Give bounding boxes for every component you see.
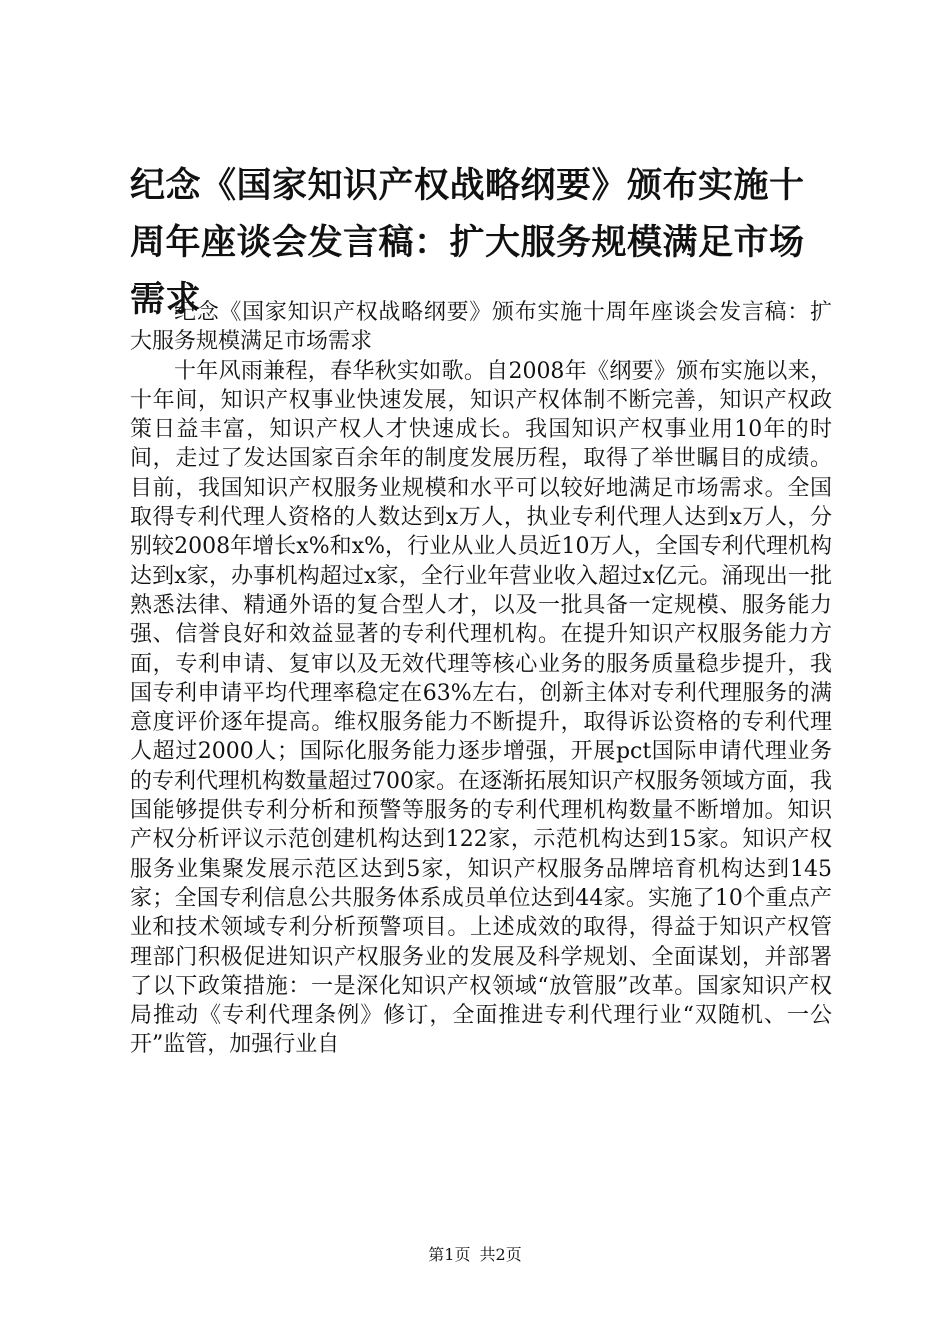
page-footer — [0, 1242, 950, 1265]
document-title: 纪念《国家知识产权战略纲要》颁布实施十周年座谈会发言稿：扩大服务规模满足市场需求 — [130, 166, 805, 320]
body-paragraph: 十年风雨兼程，春华秋实如歌。自2008年《纲要》颁布实施以来，十年间，知识产权事业快速发展，知识产权体制不断完善，知识产权政策日益丰富，知识产权人才快速成长。我国知识产权事业用10年的时间，走过了发达国家百余年的制度发展历程，取得了举世瞩目的成绩。目前，我国知识产权服务业规模和水平可以较好地满足市场需求。全国取得专利代理人资格的人数达到x万人，执业专利代理人达到x万人，分别较2008年增长x%和x%，行业从业人员近10万人，全国专利代理机构达到x家，办事机构超过x家，全行业年营业收入超过x亿元。涌现出一批熟悉法律、精通外语的复合型人才，以及一批具备一定规模、服务能力强、信誉良好和效益显著的专利代理机构。在提升知识产权服务能力方面，专利申请、复审以及无效代理等核心业务的服务质量稳步提升，我国专利申请平均代理率稳定在63%左右，创新主体对专利代理服务的满意度评价逐年提高。维权服务能力不断提升，取得诉讼资格的专利代理人超过2000人；国际化服务能力逐步增强，开展pct国际申请代理业务的专利代理机构数量超过700家。在逐渐拓展知识产权服务领域方面，我国能够提供专利分析和预警等服务的专利代理机构数量不断增加。知识产权分析评议示范创建机构达到122家，示范机构达到15家。知识产权服务业集聚发展示范区达到5家，知识产权服务品牌培育机构达到145家；全国专利信息公共服务体系成员单位达到44家。实施了10个重点产业和技术领域专利分析预警项目。上述成效的取得，得益于知识产权管理部门积极促进知识产权服务业的发展及科学规划、全面谋划，并部署了以下政策措施：一是深化知识产权领域“放管服”改革。国家知识产权局推动《专利代理条例》修订，全面推进专利代理行业“双随机、一公开”监管，加强行业自 — [130, 358, 832, 1058]
page-number: 第1页 — [428, 1245, 471, 1264]
document-body — [130, 298, 832, 1060]
subtitle-paragraph: 纪念《国家知识产权战略纲要》颁布实施十周年座谈会发言稿：扩大服务规模满足市场需求 — [130, 300, 832, 355]
page-total: 共2页 — [479, 1245, 522, 1264]
